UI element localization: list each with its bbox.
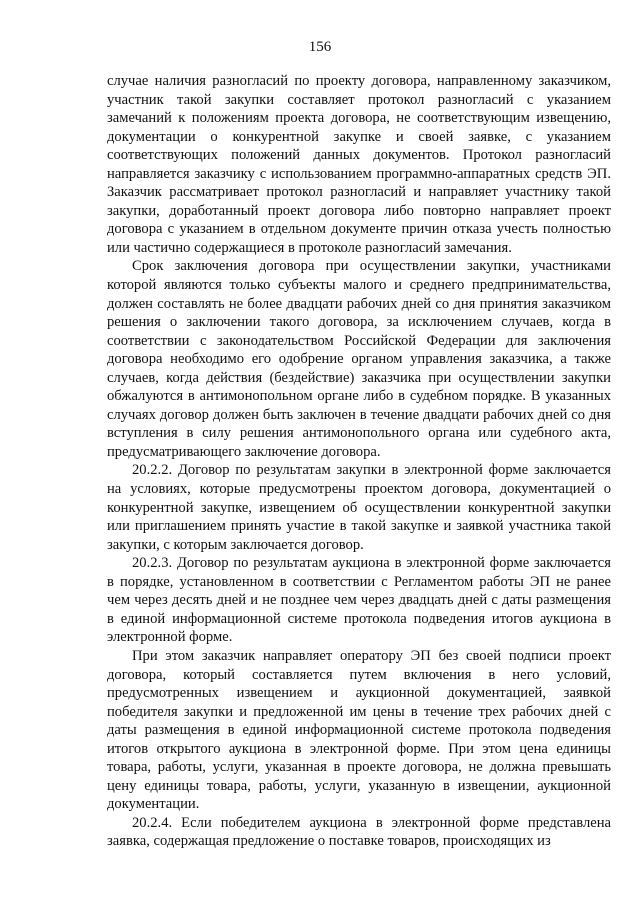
paragraph-20-2-4: 20.2.4. Если победителем аукциона в электронной форме представлена заявка, содержащая предложение о поставке товаров, происходящих из bbox=[107, 814, 611, 850]
document-body bbox=[107, 72, 611, 851]
paragraph-continuation: случае наличия разногласий по проекту договора, направленному заказчиком, участник такой закупки составляет протокол разногласий с указанием замечаний к положениям проекта договора, не соответствующим извещению, документации о конкурентной закупке и своей заявке, с указанием соответствующих положений данных документов. Протокол разногласий направляется заказчику с использованием программно-аппаратных средств ЭП. Заказчик рассматривает протокол разногласий и направляет участнику такой закупки, доработанный проект договора либо повторно направляет проект договора с указанием в отдельном документе причин отказа учесть полностью или частично содержащиеся в протоколе разногласий замечания. bbox=[107, 73, 611, 256]
paragraph-20-2-3: 20.2.3. Договор по результатам аукциона в электронной форме заключается в порядке, установленном в соответствии с Регламентом работы ЭП не ранее чем через десять дней и не позднее чем через двадцать дней с даты размещения в единой информационной системе протокола подведения итогов аукциона в электронной форме. bbox=[107, 555, 611, 646]
paragraph-contract-term: Срок заключения договора при осуществлении закупки, участниками которой являются только субъекты малого и среднего предпринимательства, должен составлять не более двадцати рабочих дней со дня принятия заказчиком решения о заключении такого договора, за исключением случаев, когда в соответствии с законодательством Российской Федерации для заключения договора необходимо его одобрение органом управления заказчика, а также случаев, когда действия (бездействие) заказчика при осуществлении закупки обжалуются в антимонопольном органе либо в судебном порядке. В указанных случаях договор должен быть заключен в течение двадцати рабочих дней со дня вступления в силу решения антимонопольного органа или судебного акта, предусматривающего заключение договора. bbox=[107, 258, 611, 460]
paragraph-operator-submission: При этом заказчик направляет оператору ЭП без своей подписи проект договора, который составляется путем включения в него условий, предусмотренных извещением и аукционной документацией, заявкой победителя закупки и предложенной им цены в течение трех рабочих дней с даты размещения в единой информационной системе протокола подведения итогов открытого аукциона в электронной форме. При этом цена единицы товара, работы, услуги, указанная в проекте договора, не должна превышать цену единицы товара, работы, услуги, указанную в извещении, аукционной документации. bbox=[107, 647, 611, 813]
paragraph-20-2-2: 20.2.2. Договор по результатам закупки в электронной форме заключается на условиях, которые предусмотрены проектом договора, документацией о конкурентной закупке, извещением об осуществлении конкурентной закупки или приглашением принять участие в такой закупке и заявкой участника такой закупки, с которым заключается договор. bbox=[107, 462, 611, 553]
page-number: 156 bbox=[308, 39, 332, 55]
